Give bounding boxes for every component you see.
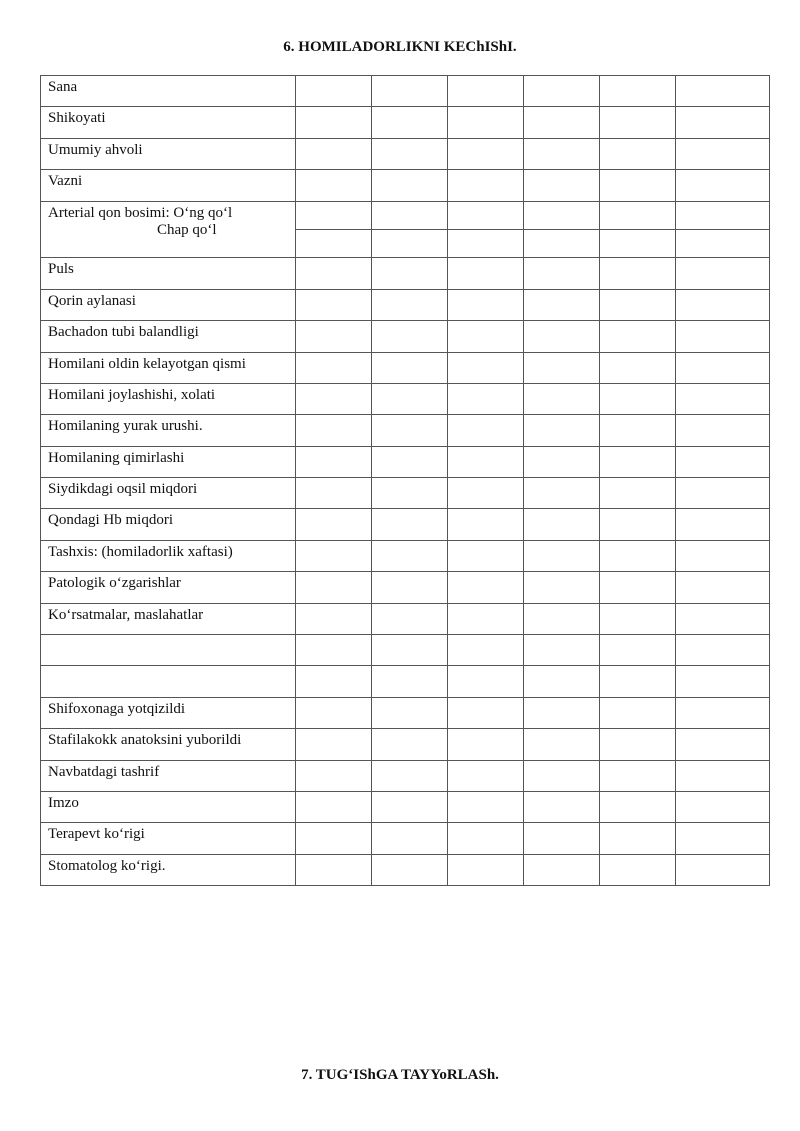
entry-cell[interactable]	[448, 509, 524, 540]
entry-cell[interactable]	[296, 383, 372, 414]
table-row	[41, 572, 770, 603]
table-row	[41, 729, 770, 760]
row-label: Puls	[41, 258, 296, 289]
entry-cell[interactable]	[296, 415, 372, 446]
entry-cell[interactable]	[296, 854, 372, 885]
entry-cell[interactable]	[448, 540, 524, 571]
entry-cell[interactable]	[676, 697, 770, 728]
table-row	[41, 697, 770, 728]
entry-cell[interactable]	[372, 107, 448, 138]
row-label: Siydikdagi oqsil miqdori	[41, 478, 296, 509]
entry-cell[interactable]	[600, 170, 676, 201]
table-row	[41, 603, 770, 634]
entry-cell[interactable]	[372, 170, 448, 201]
entry-cell[interactable]	[676, 229, 770, 257]
entry-cell[interactable]	[296, 666, 372, 697]
entry-cell[interactable]	[448, 229, 524, 257]
entry-cell[interactable]	[600, 76, 676, 107]
entry-cell[interactable]	[676, 540, 770, 571]
entry-cell[interactable]	[524, 540, 600, 571]
table-row	[41, 352, 770, 383]
row-label: Qondagi Hb miqdori	[41, 509, 296, 540]
section-7-title: 7. TUG‘IShGA TAYYoRLASh.	[301, 1067, 499, 1083]
entry-cell[interactable]	[296, 791, 372, 822]
entry-cell[interactable]	[296, 138, 372, 169]
entry-cell[interactable]	[372, 229, 448, 257]
entry-cell[interactable]	[448, 138, 524, 169]
entry-cell[interactable]	[676, 201, 770, 229]
entry-cell[interactable]	[676, 383, 770, 414]
table-row	[41, 666, 770, 697]
entry-cell[interactable]	[524, 509, 600, 540]
entry-cell[interactable]	[524, 415, 600, 446]
table-row	[41, 446, 770, 477]
entry-cell[interactable]	[676, 321, 770, 352]
entry-cell[interactable]	[600, 572, 676, 603]
row-label-blood-pressure	[41, 201, 296, 258]
entry-cell[interactable]	[372, 666, 448, 697]
table-row	[41, 321, 770, 352]
entry-cell[interactable]	[372, 791, 448, 822]
entry-cell[interactable]	[600, 791, 676, 822]
entry-cell[interactable]	[448, 415, 524, 446]
entry-cell[interactable]	[296, 289, 372, 320]
entry-cell[interactable]	[296, 540, 372, 571]
entry-cell[interactable]	[676, 729, 770, 760]
row-label: Terapevt ko‘rigi	[41, 823, 296, 854]
entry-cell[interactable]	[448, 635, 524, 666]
row-label	[41, 635, 296, 666]
row-label: Qorin aylanasi	[41, 289, 296, 320]
entry-cell[interactable]	[448, 201, 524, 229]
entry-cell[interactable]	[372, 540, 448, 571]
row-label: Patologik o‘zgarishlar	[41, 572, 296, 603]
entry-cell[interactable]	[600, 352, 676, 383]
entry-cell[interactable]	[448, 729, 524, 760]
entry-cell[interactable]	[296, 352, 372, 383]
entry-cell[interactable]	[524, 107, 600, 138]
entry-cell[interactable]	[448, 446, 524, 477]
table-row	[41, 415, 770, 446]
entry-cell[interactable]	[524, 138, 600, 169]
entry-cell[interactable]	[372, 289, 448, 320]
entry-cell[interactable]	[296, 478, 372, 509]
table-body	[41, 76, 770, 886]
entry-cell[interactable]	[524, 760, 600, 791]
row-label-text: Arterial qon bosimi: O‘ng qo‘l	[48, 204, 233, 221]
entry-cell[interactable]	[448, 760, 524, 791]
row-label-text: Chap qo‘l	[157, 221, 217, 238]
entry-cell[interactable]	[296, 509, 372, 540]
entry-cell[interactable]	[448, 383, 524, 414]
entry-cell[interactable]	[372, 603, 448, 634]
table-row	[41, 854, 770, 885]
entry-cell[interactable]	[372, 635, 448, 666]
entry-cell[interactable]	[676, 138, 770, 169]
table-row	[41, 383, 770, 414]
entry-cell[interactable]	[600, 729, 676, 760]
entry-cell[interactable]	[296, 697, 372, 728]
entry-cell[interactable]	[448, 572, 524, 603]
row-label: Stafilakokk anatoksini yuborildi	[41, 729, 296, 760]
entry-cell[interactable]	[296, 823, 372, 854]
entry-cell[interactable]	[600, 201, 676, 229]
entry-cell[interactable]	[448, 478, 524, 509]
entry-cell[interactable]	[296, 760, 372, 791]
entry-cell[interactable]	[372, 697, 448, 728]
table-row	[41, 509, 770, 540]
entry-cell[interactable]	[448, 321, 524, 352]
row-label: Stomatolog ko‘rigi.	[41, 854, 296, 885]
entry-cell[interactable]	[600, 509, 676, 540]
pregnancy-course-table	[40, 75, 770, 886]
entry-cell[interactable]	[372, 383, 448, 414]
table-row	[41, 478, 770, 509]
entry-cell[interactable]	[600, 478, 676, 509]
row-label: Imzo	[41, 791, 296, 822]
entry-cell[interactable]	[372, 321, 448, 352]
table-row	[41, 635, 770, 666]
entry-cell[interactable]	[600, 603, 676, 634]
entry-cell[interactable]	[372, 201, 448, 229]
entry-cell[interactable]	[524, 383, 600, 414]
entry-cell[interactable]	[372, 572, 448, 603]
entry-cell[interactable]	[600, 229, 676, 257]
entry-cell[interactable]	[296, 635, 372, 666]
entry-cell[interactable]	[600, 321, 676, 352]
table-row	[41, 201, 770, 229]
entry-cell[interactable]	[600, 697, 676, 728]
entry-cell[interactable]	[372, 729, 448, 760]
entry-cell[interactable]	[524, 635, 600, 666]
entry-cell[interactable]	[676, 415, 770, 446]
entry-cell[interactable]	[676, 572, 770, 603]
entry-cell[interactable]	[296, 258, 372, 289]
entry-cell[interactable]	[676, 478, 770, 509]
entry-cell[interactable]	[676, 603, 770, 634]
entry-cell[interactable]	[524, 729, 600, 760]
table-row	[41, 258, 770, 289]
entry-cell[interactable]	[372, 138, 448, 169]
row-label: Navbatdagi tashrif	[41, 760, 296, 791]
entry-cell[interactable]	[372, 352, 448, 383]
row-label: Shifoxonaga yotqizildi	[41, 697, 296, 728]
entry-cell[interactable]	[524, 854, 600, 885]
entry-cell[interactable]	[448, 352, 524, 383]
entry-cell[interactable]	[296, 229, 372, 257]
entry-cell[interactable]	[296, 446, 372, 477]
entry-cell[interactable]	[372, 760, 448, 791]
entry-cell[interactable]	[448, 823, 524, 854]
entry-cell[interactable]	[600, 635, 676, 666]
row-label	[41, 666, 296, 697]
entry-cell[interactable]	[448, 170, 524, 201]
row-label: Ko‘rsatmalar, maslahatlar	[41, 603, 296, 634]
entry-cell[interactable]	[524, 603, 600, 634]
entry-cell[interactable]	[676, 509, 770, 540]
entry-cell[interactable]	[676, 854, 770, 885]
entry-cell[interactable]	[372, 509, 448, 540]
entry-cell[interactable]	[296, 603, 372, 634]
entry-cell[interactable]	[524, 352, 600, 383]
entry-cell[interactable]	[676, 76, 770, 107]
entry-cell[interactable]	[524, 666, 600, 697]
entry-cell[interactable]	[600, 823, 676, 854]
row-label: Bachadon tubi balandligi	[41, 321, 296, 352]
row-label: Tashxis: (homiladorlik xaftasi)	[41, 540, 296, 571]
entry-cell[interactable]	[524, 258, 600, 289]
entry-cell[interactable]	[676, 352, 770, 383]
entry-cell[interactable]	[372, 823, 448, 854]
entry-cell[interactable]	[296, 107, 372, 138]
entry-cell[interactable]	[676, 823, 770, 854]
entry-cell[interactable]	[524, 289, 600, 320]
entry-cell[interactable]	[676, 289, 770, 320]
entry-cell[interactable]	[372, 76, 448, 107]
table-row	[41, 107, 770, 138]
row-label: Vazni	[41, 170, 296, 201]
entry-cell[interactable]	[296, 572, 372, 603]
entry-cell[interactable]	[372, 415, 448, 446]
entry-cell[interactable]	[448, 258, 524, 289]
entry-cell[interactable]	[524, 201, 600, 229]
row-label: Homilani oldin kelayotgan qismi	[41, 352, 296, 383]
table-row	[41, 138, 770, 169]
entry-cell[interactable]	[448, 107, 524, 138]
entry-cell[interactable]	[676, 258, 770, 289]
entry-cell[interactable]	[448, 854, 524, 885]
entry-cell[interactable]	[676, 791, 770, 822]
entry-cell[interactable]	[600, 107, 676, 138]
entry-cell[interactable]	[524, 823, 600, 854]
entry-cell[interactable]	[296, 170, 372, 201]
table-row	[41, 170, 770, 201]
entry-cell[interactable]	[448, 697, 524, 728]
row-label: Homilaning qimirlashi	[41, 446, 296, 477]
entry-cell[interactable]	[524, 791, 600, 822]
entry-cell[interactable]	[600, 854, 676, 885]
entry-cell[interactable]	[524, 170, 600, 201]
entry-cell[interactable]	[372, 446, 448, 477]
entry-cell[interactable]	[448, 289, 524, 320]
entry-cell[interactable]	[448, 791, 524, 822]
entry-cell[interactable]	[296, 76, 372, 107]
entry-cell[interactable]	[676, 107, 770, 138]
entry-cell[interactable]	[296, 201, 372, 229]
entry-cell[interactable]	[600, 258, 676, 289]
entry-cell[interactable]	[448, 603, 524, 634]
entry-cell[interactable]	[524, 478, 600, 509]
entry-cell[interactable]	[600, 446, 676, 477]
table-row	[41, 760, 770, 791]
entry-cell[interactable]	[600, 666, 676, 697]
table-row	[41, 76, 770, 107]
table-row	[41, 823, 770, 854]
entry-cell[interactable]	[676, 170, 770, 201]
entry-cell[interactable]	[524, 572, 600, 603]
entry-cell[interactable]	[600, 540, 676, 571]
row-label: Homilaning yurak urushi.	[41, 415, 296, 446]
row-label: Shikoyati	[41, 107, 296, 138]
entry-cell[interactable]	[524, 321, 600, 352]
row-label: Sana	[41, 76, 296, 107]
entry-cell[interactable]	[600, 415, 676, 446]
entry-cell[interactable]	[448, 76, 524, 107]
section-6-title: 6. HOMILADORLIKNI KEChIShI.	[283, 39, 517, 55]
entry-cell[interactable]	[524, 697, 600, 728]
table-row	[41, 289, 770, 320]
entry-cell[interactable]	[524, 229, 600, 257]
entry-cell[interactable]	[524, 446, 600, 477]
entry-cell[interactable]	[372, 478, 448, 509]
entry-cell[interactable]	[296, 321, 372, 352]
entry-cell[interactable]	[296, 729, 372, 760]
table-row	[41, 791, 770, 822]
entry-cell[interactable]	[372, 854, 448, 885]
entry-cell[interactable]	[600, 138, 676, 169]
row-label: Homilani joylashishi, xolati	[41, 383, 296, 414]
entry-cell[interactable]	[372, 258, 448, 289]
entry-cell[interactable]	[676, 760, 770, 791]
row-label: Umumiy ahvoli	[41, 138, 296, 169]
table-row	[41, 540, 770, 571]
entry-cell[interactable]	[600, 383, 676, 414]
entry-cell[interactable]	[524, 76, 600, 107]
entry-cell[interactable]	[600, 289, 676, 320]
entry-cell[interactable]	[676, 666, 770, 697]
entry-cell[interactable]	[448, 666, 524, 697]
entry-cell[interactable]	[676, 635, 770, 666]
entry-cell[interactable]	[600, 760, 676, 791]
entry-cell[interactable]	[676, 446, 770, 477]
